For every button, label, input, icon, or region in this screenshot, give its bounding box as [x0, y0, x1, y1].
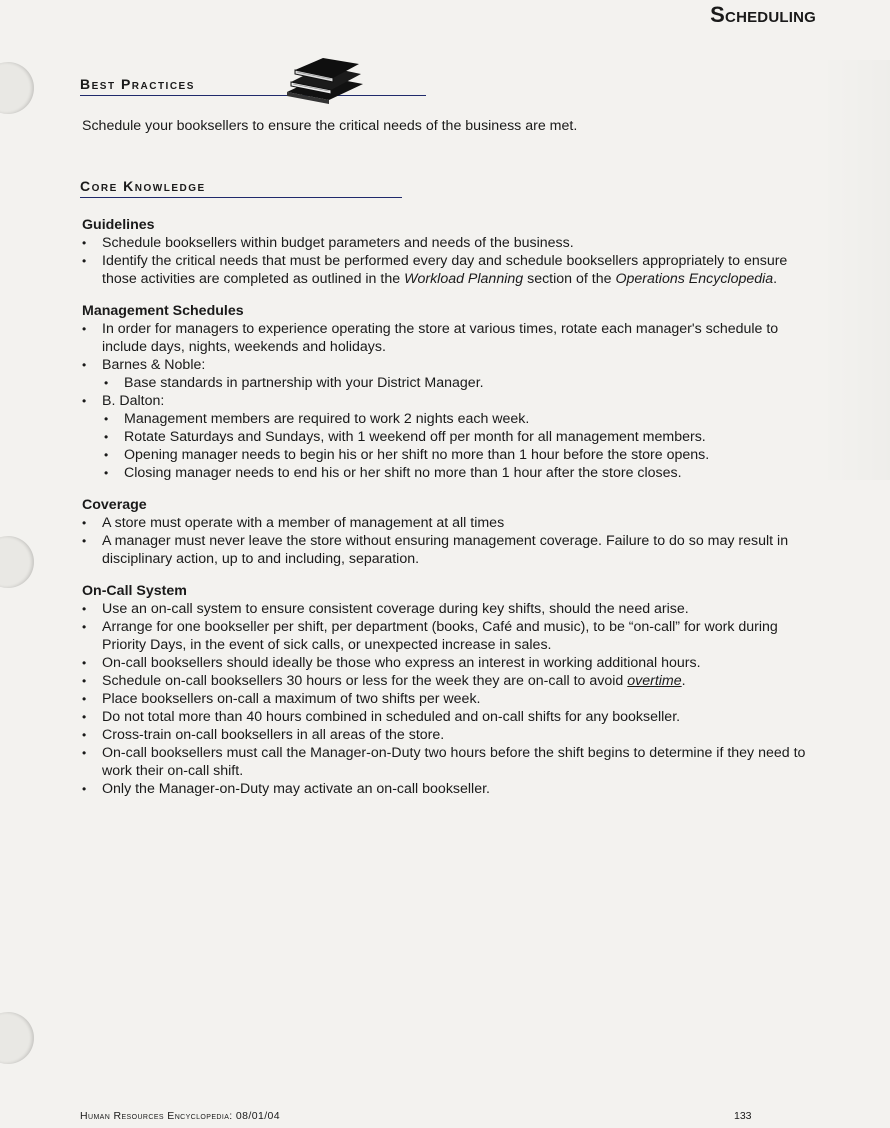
page-number: 133	[734, 1110, 752, 1122]
on-call-system-title: On-Call System	[82, 583, 187, 599]
on-call-list	[82, 600, 822, 798]
list-item: • Schedule on-call booksellers 30 hours or less for the week they are on-call to avoid overtime.	[82, 672, 822, 690]
list-item: • Closing manager needs to end his or her shift no more than 1 hour after the store closes.	[82, 464, 822, 482]
binder-hole	[0, 1012, 34, 1064]
best-practices-heading: Best Practices	[80, 76, 195, 92]
guidelines-title: Guidelines	[82, 217, 155, 233]
management-schedules-title: Management Schedules	[82, 303, 244, 319]
list-item: • In order for managers to experience operating the store at various times, rotate each manager's schedule to include days, nights, weekends and holidays.	[82, 320, 822, 356]
guidelines-list	[82, 234, 822, 288]
list-item: • Identify the critical needs that must be performed every day and schedule booksellers appropriately to ensure those activities are completed as outlined in the Workload Planning section of the Operations Encyclopedia.	[82, 252, 822, 288]
list-item: • Cross-train on-call booksellers in all areas of the store.	[82, 726, 822, 744]
list-item: • Place booksellers on-call a maximum of two shifts per week.	[82, 690, 822, 708]
list-item: • A store must operate with a member of management at all times	[82, 514, 822, 532]
binder-hole	[0, 536, 34, 588]
list-item: • B. Dalton:	[82, 392, 822, 410]
core-knowledge-content	[82, 216, 822, 798]
list-item: • Use an on-call system to ensure consistent coverage during key shifts, should the need arise.	[82, 600, 822, 618]
list-item: • Only the Manager-on-Duty may activate an on-call bookseller.	[82, 780, 822, 798]
list-item: • On-call booksellers must call the Manager-on-Duty two hours before the shift begins to determine if they need to work their on-call shift.	[82, 744, 822, 780]
core-knowledge-heading: Core Knowledge	[80, 178, 206, 194]
list-item: • Management members are required to work 2 nights each week.	[82, 410, 822, 428]
list-item: • Arrange for one bookseller per shift, per department (books, Café and music), to be “on-call” for work during Priority Days, in the event of sick calls, or unexpected increase in sales.	[82, 618, 822, 654]
list-item: • Schedule booksellers within budget parameters and needs of the business.	[82, 234, 822, 252]
page-title: Scheduling	[710, 2, 816, 27]
binder-hole	[0, 62, 34, 114]
bleed-through-shadow	[820, 60, 890, 480]
list-item: • Opening manager needs to begin his or her shift no more than 1 hour before the store opens.	[82, 446, 822, 464]
best-practices-text: Schedule your booksellers to ensure the critical needs of the business are met.	[82, 118, 578, 134]
list-item: • Base standards in partnership with your District Manager.	[82, 374, 822, 392]
core-knowledge-rule	[80, 197, 402, 198]
list-item: • Rotate Saturdays and Sundays, with 1 weekend off per month for all management members.	[82, 428, 822, 446]
coverage-list	[82, 514, 822, 568]
list-item: • Do not total more than 40 hours combined in scheduled and on-call shifts for any bookseller.	[82, 708, 822, 726]
list-item: • Barnes & Noble:	[82, 356, 822, 374]
books-icon	[283, 58, 365, 106]
list-item: • A manager must never leave the store without ensuring management coverage. Failure to do so may result in disciplinary action, up to and including, separation.	[82, 532, 822, 568]
footer-source: Human Resources Encyclopedia: 08/01/04	[80, 1110, 280, 1122]
coverage-title: Coverage	[82, 497, 147, 513]
best-practices-rule	[80, 95, 426, 96]
management-list	[82, 320, 822, 482]
list-item: • On-call booksellers should ideally be those who express an interest in working additional hours.	[82, 654, 822, 672]
